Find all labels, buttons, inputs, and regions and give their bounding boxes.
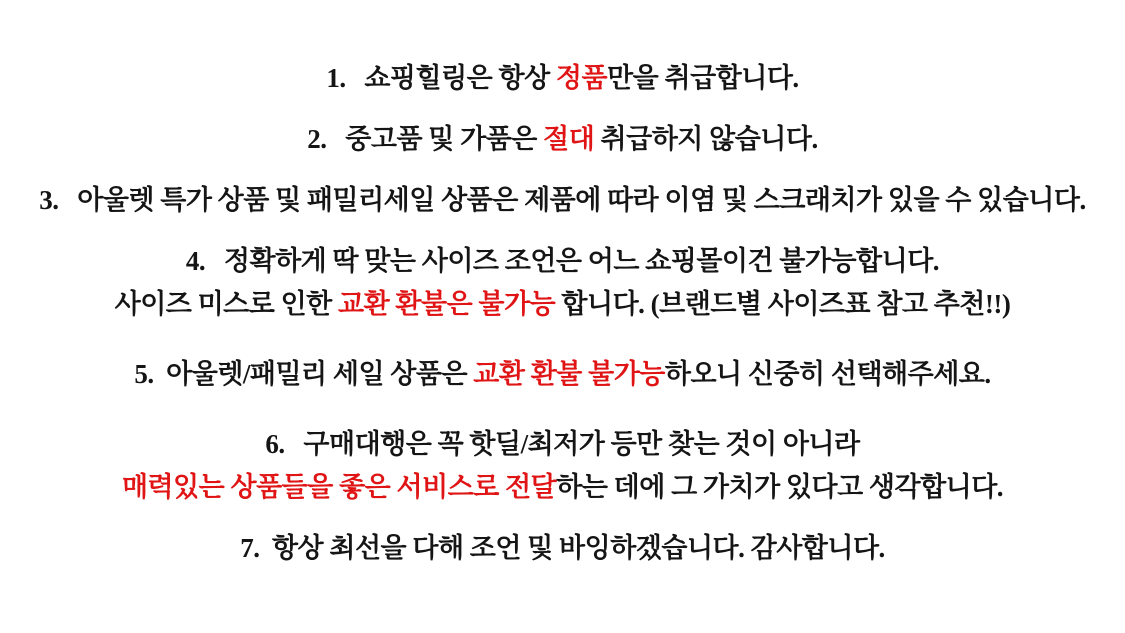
text-segment: 6. 구매대행은 꼭 핫딜/최저가 등만 찾는 것이 아니라 [265, 429, 860, 459]
text-segment: 만을 취급합니다. [607, 63, 799, 93]
notice-line [0, 240, 1125, 283]
text-segment: 하는 데에 그 가치가 있다고 생각합니다. [556, 472, 1004, 502]
text-segment: 2. 중고품 및 가품은 [307, 124, 544, 154]
text-segment: 사이즈 미스로 인한 [114, 289, 339, 319]
highlight-segment: 정품 [555, 63, 608, 93]
notice-line [0, 118, 1125, 161]
text-segment: 4. 정확하게 딱 맞는 사이즈 조언은 어느 쇼핑몰이건 불가능합니다. [185, 246, 940, 276]
text-segment: 5. 아울렛/패밀리 세일 상품은 [134, 359, 474, 389]
notice-item [0, 527, 1125, 570]
text-segment: 합니다. (브랜드별 사이즈표 참고 추천!!) [555, 289, 1011, 319]
notice-line [0, 283, 1125, 326]
notice-line [0, 466, 1125, 509]
highlight-segment: 매력있는 상품들을 좋은 서비스로 전달 [121, 472, 557, 502]
notice-line [0, 57, 1125, 100]
notice-line [0, 423, 1125, 466]
notice-item [0, 179, 1125, 222]
text-segment: 취급하지 않습니다. [594, 124, 818, 154]
notice-line [0, 179, 1125, 222]
text-segment: 1. 쇼핑힐링은 항상 [326, 63, 556, 93]
notice-item [0, 57, 1125, 100]
highlight-segment: 교환 환불은 불가능 [338, 289, 556, 319]
highlight-segment: 절대 [543, 124, 595, 154]
notice-item [0, 118, 1125, 161]
notice-item [0, 240, 1125, 326]
notice-item [0, 423, 1125, 509]
notice-line [0, 527, 1125, 570]
text-segment: 3. 아울렛 특가 상품 및 패밀리세일 상품은 제품에 따라 이염 및 스크래치가 있을 수 있습니다. [39, 185, 1086, 215]
notice-line [0, 353, 1125, 396]
text-segment: 하오니 신중히 선택해주세요. [664, 359, 991, 389]
text-segment: 7. 항상 최선을 다해 조언 및 바잉하겠습니다. 감사합니다. [240, 533, 885, 563]
notice-item [0, 353, 1125, 396]
highlight-segment: 교환 환불 불가능 [473, 359, 665, 389]
